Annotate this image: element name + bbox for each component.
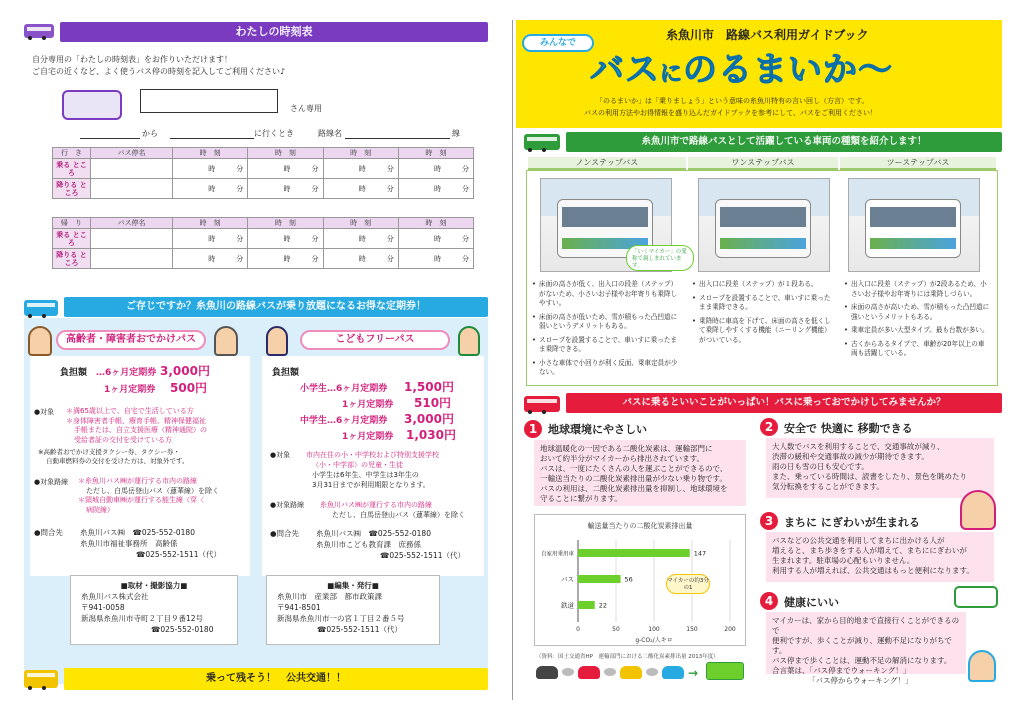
col-head: 帰 り: [53, 218, 91, 229]
child-route: [320, 500, 465, 520]
smoke-icon: [562, 668, 574, 676]
contact-line: ☎025-552-1511（代）: [136, 550, 221, 559]
route-line: ただし、白馬岳登山バス（蓮華線）を除く: [332, 511, 465, 519]
minute-unit: 分: [462, 234, 469, 243]
table-row: [53, 249, 474, 269]
child-contact: [316, 528, 465, 561]
going-label: に行くとき: [254, 129, 294, 138]
bus-icon: [24, 670, 58, 688]
person-avatar: [28, 326, 52, 356]
col-head: 時 刻: [173, 148, 248, 159]
elder-target-label: ●対象: [34, 408, 55, 416]
feature-item: • 床面の高さが低いため、雪が積もった凸凹道に弱いというデメリットもある。: [532, 313, 682, 332]
body-line: 大人数でバスを利用することで、交通事故が減り、: [772, 442, 945, 451]
child-avatar: [266, 326, 288, 356]
hour-unit: 時: [358, 254, 366, 263]
point-body-4: [766, 612, 966, 685]
elder-target: [66, 407, 207, 445]
point-title-2: 安全で 快適に 移動できる: [784, 422, 913, 435]
x-tick-label: 200: [724, 626, 736, 633]
child-route-label: ●対象路線: [270, 501, 305, 509]
target-line: （小・中学部）の児童・生徒: [312, 461, 403, 469]
arrow-icon: →: [688, 666, 699, 680]
dest-blank[interactable]: [170, 138, 254, 139]
table-row: [53, 159, 474, 179]
point-body-1: [534, 440, 746, 506]
elder-pass-title: 高齢者・障害者おでかけパス: [56, 330, 206, 350]
intro-line-2: ご自宅の近くなど、よく使うバス停の時刻を記入してご利用ください♪: [32, 67, 286, 76]
hour-unit: 時: [208, 184, 216, 193]
minute-unit: 分: [386, 234, 394, 243]
body-line: マイカーは、家から目的地まで直接行くことができるので: [772, 616, 960, 635]
coop-line: 〒941-0058: [81, 603, 125, 612]
target-line: ＊身体障害者手帳、療育手帳、精神保健福祉: [66, 416, 206, 425]
time-cell[interactable]: [248, 229, 323, 249]
editor-line: ☎025-552-1511（代）: [317, 625, 402, 634]
type-name-onestep: ワンステップバス: [688, 157, 838, 170]
bar: [578, 549, 690, 557]
time-cell[interactable]: [323, 249, 398, 269]
point-number-4: 4: [760, 592, 778, 610]
minute-unit: 分: [462, 164, 469, 173]
stop-cell[interactable]: [91, 179, 173, 199]
child-load-label: 負担額: [272, 368, 300, 378]
benefits-band: バスに乗るといいことがいっぱい！バスに乗っておでかけしてみませんか？: [566, 393, 1002, 413]
minute-unit: 分: [311, 234, 319, 243]
hour-unit: 時: [434, 164, 441, 173]
bus-icon: [24, 24, 54, 38]
body-line: 一輸送当たりの二酸化炭素排出量が少ない乗り物です。: [540, 474, 727, 483]
row-label: 乗る ところ: [53, 229, 91, 249]
time-cell[interactable]: [398, 229, 473, 249]
feature-item: • 乗降時に車高を下げて、床面の高さを低くして乗降しやすくする機能（ニーリング機能）がついている。: [692, 317, 832, 346]
body-line: 地球温暖化の一因である二酸化炭素は、運輸部門に: [540, 444, 713, 453]
body-line: 便利ですが、歩くことが減り、運動不足になりがちです。: [772, 636, 952, 655]
feature-item: • 古くからあるタイプで、車齢が20年以上の車両も活躍している。: [844, 340, 990, 359]
col-head: 時 刻: [248, 218, 323, 229]
body-line: おいて約半分がマイカーから排出されています。: [540, 454, 705, 463]
car-icon: [536, 666, 558, 679]
target-line: 受給者証の交付を受けている方: [74, 435, 172, 444]
feature-item: • 小さな車体で小回りが利く反面、乗車定員が少ない。: [532, 359, 682, 378]
row-label: 乗る ところ: [53, 159, 91, 179]
body-line: バスの利用は、二酸化炭素排出量を抑制し、地球環境を: [540, 484, 728, 493]
minute-unit: 分: [236, 234, 244, 243]
bus-icon: [524, 134, 560, 150]
minute-unit: 分: [386, 164, 394, 173]
body-line: 合言葉は、「バス停までウォーキング！」: [772, 666, 911, 675]
vehicle-types-band: 糸魚川市で路線バスとして活躍している車両の種類を紹介します！: [566, 132, 1002, 152]
child-e6-price: 1,500円: [404, 380, 454, 394]
time-cell[interactable]: [173, 159, 248, 179]
bus-icon: [524, 396, 560, 412]
chart-source: （資料：国土交通省HP 運輸部門における二酸化炭素排出量 2013年度）: [536, 654, 719, 660]
child-j6-label: 中学生…6ヶ月定期券: [300, 416, 388, 426]
body-line: 増えると、まち歩きをする人が増えて、まちににぎわいが: [772, 546, 967, 555]
contact-line: ☎025-552-1511（代）: [380, 551, 465, 560]
twostep-features: [844, 280, 990, 363]
editor-title: ■編集・発行■: [327, 581, 379, 590]
left-page: [0, 0, 505, 724]
x-tick-label: 50: [612, 626, 620, 633]
feature-item: • スロープを設置することで、車いすに乗ったまま乗降できる。: [532, 336, 682, 355]
time-cell[interactable]: [173, 179, 248, 199]
hour-unit: 時: [434, 254, 441, 263]
car-icon: [578, 666, 600, 679]
target-line: 3月31日までが利用期限となります。: [312, 481, 430, 489]
name-suffix: さん専用: [290, 104, 322, 113]
route-line: ただし、白馬岳登山バス（蓮華線）を除く: [86, 486, 219, 495]
bar-value-label: 147: [693, 549, 707, 558]
from-blank[interactable]: [80, 138, 140, 139]
table-row: [53, 179, 474, 199]
child-e1-label: 1ヶ月定期券: [342, 400, 394, 410]
hour-unit: 時: [283, 184, 291, 193]
minute-unit: 分: [386, 184, 394, 193]
x-axis-label: g-CO₂/人キロ: [635, 637, 673, 644]
category-label: バス: [561, 575, 574, 584]
elder-route: [78, 477, 219, 515]
feature-item: • 床面の高さが低く、出入口の段差（ステップ）がないため、小さいお子様やお年寄りも乗降しやすい。: [532, 280, 682, 309]
minute-unit: 分: [236, 164, 244, 173]
x-tick-label: 150: [686, 626, 698, 633]
bus-icon: [706, 662, 744, 680]
hour-unit: 時: [434, 234, 441, 243]
point-body-2: [766, 438, 994, 498]
minute-unit: 分: [311, 164, 319, 173]
minute-unit: 分: [462, 254, 469, 263]
coop-title: ■取材・撮影協力■: [120, 581, 188, 590]
note-line: ※高齢者おでかけ支援タクシー券、タクシー券・: [38, 448, 180, 456]
col-head: 時 刻: [323, 218, 398, 229]
route-label: 路線名: [318, 129, 342, 138]
hour-unit: 時: [283, 254, 291, 263]
body-line: バス停まで歩くことは、運動不足の解消になります。: [772, 656, 952, 665]
mycar-callout: 「いくマイカー」の愛称で親しまれています。: [626, 245, 694, 271]
hour-unit: 時: [434, 184, 441, 193]
child-e6-label: 小学生…6ヶ月定期券: [300, 384, 388, 394]
point-number-2: 2: [760, 418, 778, 436]
page-divider: [512, 20, 513, 700]
row-label: 降りる ところ: [53, 179, 91, 199]
point-body-3: [766, 532, 994, 582]
body-line: 気分転換をすることができます。: [772, 482, 884, 491]
category-label: 鉄道: [561, 601, 574, 610]
elder-contact: [80, 527, 221, 560]
bus-icon: [24, 300, 58, 316]
time-cell[interactable]: [173, 249, 248, 269]
hour-unit: 時: [208, 254, 216, 263]
time-cell[interactable]: [323, 159, 398, 179]
stop-cell[interactable]: [91, 229, 173, 249]
bus-people-illustration: [954, 586, 998, 608]
hour-unit: 時: [208, 164, 216, 173]
outbound-timetable: [52, 147, 474, 199]
x-tick-label: 0: [576, 626, 580, 633]
walking-people-illustration: [968, 650, 996, 682]
hero-catch: [590, 42, 893, 91]
minna-badge: みんなで: [522, 34, 594, 52]
child-avatar: [458, 326, 480, 356]
catch-bus: バス: [590, 50, 660, 90]
minute-unit: 分: [311, 254, 319, 263]
hour-unit: 時: [283, 164, 291, 173]
minute-unit: 分: [236, 184, 244, 193]
smoke-icon: [604, 668, 616, 676]
elder-note: [38, 448, 188, 466]
child-j1-label: 1ヶ月定期券: [342, 432, 394, 442]
stop-cell[interactable]: [91, 249, 173, 269]
table-row: [53, 229, 474, 249]
elder-6m-price: 3,000円: [160, 364, 210, 378]
route-line: ＊糸魚川バス㈱が運行する市内の路線: [78, 477, 197, 485]
minute-unit: 分: [386, 254, 394, 263]
elder-1m-price: 500円: [170, 381, 208, 395]
editor-line: 糸魚川市 産業部 都市政策課: [277, 592, 382, 601]
feature-item: • 出入口に段差（ステップ）が１段ある。: [692, 280, 832, 290]
route-line: 糸魚川バス㈱が運行する市内の路線: [320, 501, 432, 509]
point-title-1: 地球環境にやさしい: [548, 423, 647, 436]
contact-line: 糸魚川バス㈱ ☎025-552-0180: [316, 529, 431, 538]
guidebook-subtitle: 糸魚川市 路線バス利用ガイドブック: [666, 28, 869, 42]
intro-line-1: 自分専用の「わたしの時刻表」をお作りいただけます！: [32, 55, 232, 64]
time-cell[interactable]: [323, 229, 398, 249]
twostep-bus-photo: [848, 178, 980, 272]
body-line: バスは、一度にたくさんの人を運ぶことができるので、: [540, 464, 728, 473]
smoke-icon: [646, 668, 658, 676]
body-line: 利用する人が増えれば、公共交通はもっと便利になります。: [772, 566, 974, 575]
hero-desc-2: バスの利用方法やお得情報を盛り込んだガイドブックを参考にして、バスをご利用ください！: [584, 109, 877, 117]
type-name-nonstep: ノンステップバス: [528, 157, 686, 170]
body-line: 「バス停からウォーキング！」: [808, 676, 913, 685]
col-head: 時 刻: [398, 218, 473, 229]
line-label: 線: [452, 129, 460, 138]
feature-item: • スロープを設置することで、車いすに乗ったまま乗降できる。: [692, 294, 832, 313]
from-label: から: [142, 129, 158, 138]
chart-title: 輸送量当たりの二酸化炭素排出量: [587, 522, 693, 530]
point-number-1: 1: [524, 420, 542, 438]
time-cell[interactable]: [398, 159, 473, 179]
footer-band: 乗って残そう！ 公共交通！！: [64, 668, 488, 690]
hour-unit: 時: [358, 184, 366, 193]
coop-line: 新潟県糸魚川市寺町２丁目９番12号: [81, 614, 204, 623]
time-cell[interactable]: [248, 249, 323, 269]
catch-ni: に: [660, 62, 684, 87]
right-page: [516, 0, 1024, 724]
minute-unit: 分: [311, 184, 319, 193]
point-title-3: まちに にぎわいが生まれる: [784, 516, 920, 529]
onestep-bus-photo: [698, 178, 830, 272]
time-cell[interactable]: [398, 249, 473, 269]
bar: [578, 601, 595, 609]
child-e1-price: 510円: [414, 396, 452, 410]
target-line: ＊満65歳以上で、自宅で生活している方: [66, 407, 194, 415]
child-j6-price: 3,000円: [404, 412, 454, 426]
editor-line: 新潟県糸魚川市一の宮１丁目２番５号: [277, 614, 405, 623]
time-cell[interactable]: [248, 159, 323, 179]
col-head: 時 刻: [248, 148, 323, 159]
editor-box: [266, 575, 440, 645]
coop-line: 糸魚川バス株式会社: [81, 592, 149, 601]
feature-item: • 床面の高さが高いため、雪が積もった凸凹道に強いというメリットもある。: [844, 303, 990, 322]
target-line: 小学生は6年生、中学生は3年生の: [312, 471, 419, 479]
route-line: 病院線）: [86, 505, 114, 514]
coop-line: ☎025-552-0180: [151, 625, 214, 634]
mycar-bubble: マイカーの約3分の1: [666, 574, 710, 594]
col-head: 時 刻: [323, 148, 398, 159]
body-line: バスなどの公共交通を利用してまちに出かける人が: [772, 536, 945, 545]
note-line: 自動車燃料券の交付を受けた方は、対象外です。: [46, 457, 189, 465]
row-label: 降りる ところ: [53, 249, 91, 269]
child-target-label: ●対象: [270, 451, 291, 459]
col-head: 時 刻: [173, 218, 248, 229]
reading-person-illustration: [960, 490, 996, 530]
return-timetable: [52, 217, 474, 269]
bar-value-label: 56: [624, 575, 633, 584]
hour-unit: 時: [358, 164, 366, 173]
elder-route-label: ●対象路線: [34, 478, 69, 486]
time-cell[interactable]: [173, 229, 248, 249]
col-head: バス停名: [91, 148, 173, 159]
route-line: ＊頸城自動車㈱が運行する能生線（穿〈: [78, 496, 204, 504]
point-number-3: 3: [760, 512, 778, 530]
target-line: 手帳または、自立支援医療（精神通院）の: [74, 426, 207, 434]
bar-value-label: 22: [598, 601, 608, 610]
bus-illustration: [62, 90, 122, 120]
route-blank[interactable]: [345, 138, 450, 139]
minute-unit: 分: [462, 184, 469, 193]
child-j1-price: 1,030円: [406, 428, 456, 442]
col-head: バス停名: [91, 218, 173, 229]
body-line: 渋滞の緩和や交通事故の減少が期待できます。: [772, 452, 929, 461]
timetable-title-band: わたしの時刻表: [60, 22, 488, 42]
person-avatar: [214, 326, 238, 356]
hour-unit: 時: [283, 234, 291, 243]
elder-6m-label: …6ヶ月定期券: [96, 368, 157, 378]
contact-line: 糸魚川市福祉事務所 高齢係: [80, 539, 178, 548]
body-line: 生まれます。駐車場の心配もいりません。: [772, 556, 915, 565]
catch-norumaika: のるまいか～: [683, 50, 894, 90]
time-cell[interactable]: [398, 179, 473, 199]
target-line: 市内在住の小・中学校および特別支援学校: [306, 451, 439, 459]
col-head: 行 き: [53, 148, 91, 159]
x-tick-label: 100: [648, 626, 660, 633]
hour-unit: 時: [208, 234, 216, 243]
feature-item: • 乗車定員が多い大型タイプ。最も台数が多い。: [844, 326, 990, 336]
co2-chart: [534, 514, 746, 646]
type-name-twostep: ツーステップバス: [840, 157, 996, 170]
child-pass-title: こどもフリーパス: [300, 330, 450, 350]
minute-unit: 分: [236, 254, 244, 263]
hour-unit: 時: [358, 234, 366, 243]
point-title-4: 健康にいい: [784, 596, 839, 609]
bar: [578, 575, 621, 583]
body-line: また、乗っている時間は、読書をしたり、景色を眺めたり: [772, 472, 967, 481]
editor-line: 〒941-8501: [277, 603, 321, 612]
elder-1m-label: 1ヶ月定期券: [104, 385, 156, 395]
name-box[interactable]: [140, 89, 278, 113]
hero-desc-1: 「のるまいか」は「乗りましょう」という意味の糸魚川特有の言い回し（方言）です。: [596, 97, 869, 105]
child-target: [306, 450, 439, 490]
stop-cell[interactable]: [91, 159, 173, 179]
time-cell[interactable]: [248, 179, 323, 199]
coop-box: [70, 575, 238, 645]
elder-load-label: 負担額: [60, 368, 88, 378]
contact-line: 糸魚川バス㈱ ☎025-552-0180: [80, 528, 195, 537]
time-cell[interactable]: [323, 179, 398, 199]
onestep-features: [692, 280, 832, 349]
category-label: 自家用乗用車: [540, 551, 574, 558]
col-head: 時 刻: [398, 148, 473, 159]
body-line: 守ることに繋がります。: [540, 494, 622, 503]
car-icon: [662, 666, 684, 679]
body-line: 雨の日も雪の日も安心です。: [772, 462, 869, 471]
car-icon: [620, 666, 642, 679]
nonstep-features: [532, 280, 682, 382]
child-contact-label: ●問合先: [270, 529, 300, 538]
contact-line: 糸魚川市こども教育課 庶務係: [316, 540, 421, 549]
feature-item: • 出入口に段差（ステップ）が2段あるため、小さいお子様やお年寄りには乗降しづらい。: [844, 280, 990, 299]
elder-contact-label: ●問合先: [34, 528, 64, 537]
pass-section-band: ご存じですか？糸魚川の路線バスが乗り放題になるお得な定期券！: [64, 297, 488, 317]
